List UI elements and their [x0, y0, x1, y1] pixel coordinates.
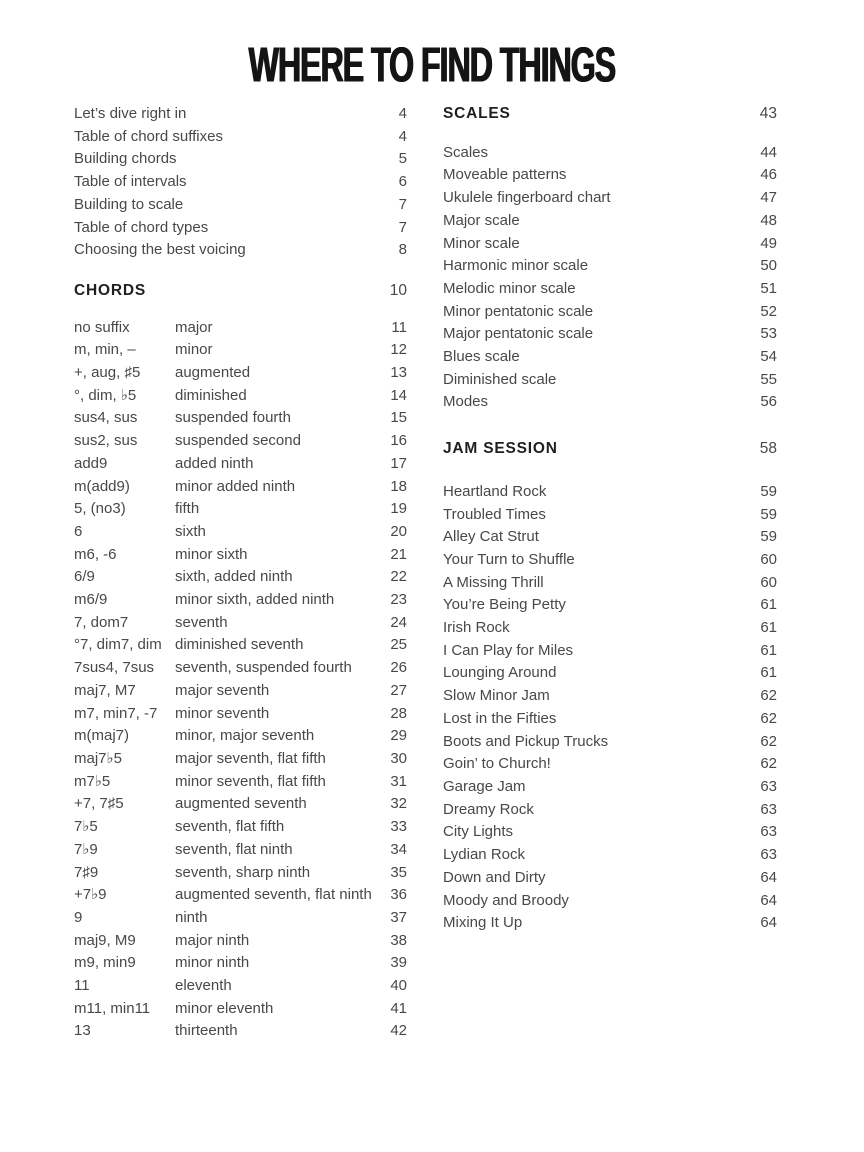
toc-entry-label: Lost in the Fifties — [443, 709, 557, 727]
chord-suffix: 7, dom7 — [74, 613, 129, 631]
chord-suffix: 7sus4, 7sus — [74, 659, 155, 677]
toc-entry-label: Major pentatonic scale — [443, 325, 594, 343]
chord-row — [74, 657, 407, 680]
chord-page: 30 — [390, 749, 407, 767]
chord-suffix: maj7♭5 — [74, 749, 122, 767]
toc-entry — [443, 662, 777, 685]
chord-suffix: add9 — [74, 454, 108, 472]
chord-name: fifth — [175, 500, 200, 518]
toc-entry-label: Building chords — [74, 150, 177, 168]
toc-entry — [443, 708, 777, 731]
chords-heading-page: 10 — [389, 281, 407, 299]
chord-page: 22 — [390, 568, 407, 586]
toc-entry — [443, 346, 777, 369]
chord-suffix: 6 — [74, 522, 83, 540]
chord-name: minor seventh, flat fifth — [175, 772, 326, 790]
chord-row — [74, 498, 407, 521]
chord-suffix: 7♭9 — [74, 840, 98, 858]
chord-page: 33 — [390, 818, 407, 836]
chords-section-heading — [74, 280, 407, 303]
chord-name: diminished seventh — [175, 636, 304, 654]
chord-suffix: m6/9 — [74, 591, 108, 609]
chord-page: 35 — [390, 863, 407, 881]
chord-name: ninth — [175, 908, 208, 926]
chord-page: 29 — [390, 727, 407, 745]
chord-row — [74, 816, 407, 839]
toc-entry — [74, 126, 407, 149]
page-title-text: WHERE TO FIND THINGS — [248, 36, 616, 92]
toc-entry-label: Moody and Broody — [443, 891, 569, 909]
chord-suffix: sus2, sus — [74, 432, 138, 450]
chord-row — [74, 476, 407, 499]
toc-entry — [443, 799, 777, 822]
chord-page: 34 — [390, 840, 407, 858]
toc-entry — [74, 148, 407, 171]
chord-page: 40 — [390, 977, 407, 995]
toc-entry-page: 8 — [398, 241, 407, 259]
chord-suffix: +7♭9 — [74, 886, 107, 904]
scales-heading-label: SCALES — [443, 105, 511, 122]
toc-entry — [443, 187, 777, 210]
jam-session-heading-label: JAM SESSION — [443, 440, 558, 458]
chord-name: diminished — [175, 386, 247, 404]
chord-suffix: m7, min7, -7 — [74, 704, 158, 722]
toc-entry — [74, 171, 407, 194]
chord-row — [74, 703, 407, 726]
chord-row — [74, 907, 407, 930]
toc-entry-page: 51 — [760, 279, 777, 297]
chord-row — [74, 793, 407, 816]
toc-entry-page: 52 — [760, 302, 777, 320]
toc-entry-label: Melodic minor scale — [443, 279, 576, 297]
chord-suffix: 6/9 — [74, 568, 95, 586]
toc-entry-page: 61 — [760, 596, 777, 614]
toc-entry-page: 5 — [398, 150, 407, 168]
chord-row — [74, 771, 407, 794]
chord-page: 25 — [390, 636, 407, 654]
chord-row — [74, 634, 407, 657]
chord-suffix-table — [74, 317, 407, 1044]
toc-entry — [443, 731, 777, 754]
toc-entry — [443, 278, 777, 301]
chord-name: minor sixth — [175, 545, 248, 563]
chord-name: minor seventh — [175, 704, 270, 722]
toc-entry-label: Goin’ to Church! — [443, 755, 551, 773]
toc-entry — [443, 753, 777, 776]
toc-entry-label: Let’s dive right in — [74, 105, 187, 122]
chord-name: sixth — [175, 522, 206, 540]
toc-entry-page: 44 — [760, 143, 777, 161]
toc-entry-label: Scales — [443, 143, 489, 161]
scales-list — [443, 142, 777, 414]
toc-entry-page: 53 — [760, 325, 777, 343]
chord-name: seventh, suspended fourth — [175, 659, 352, 677]
toc-entry-page: 62 — [760, 732, 777, 750]
chord-row — [74, 612, 407, 635]
toc-entry-page: 4 — [398, 127, 407, 145]
chord-row — [74, 339, 407, 362]
toc-entry-label: Heartland Rock — [443, 482, 547, 500]
chord-suffix: sus4, sus — [74, 409, 138, 427]
chord-name: major ninth — [175, 931, 250, 949]
toc-entry — [443, 504, 777, 527]
chord-suffix: 13 — [74, 1022, 91, 1040]
chord-row — [74, 952, 407, 975]
chord-row — [74, 453, 407, 476]
chord-page: 26 — [390, 659, 407, 677]
chord-name: major seventh, flat fifth — [175, 749, 326, 767]
chord-suffix: 9 — [74, 908, 83, 926]
toc-entry — [443, 844, 777, 867]
chord-name: major — [175, 318, 213, 336]
toc-entry-page: 6 — [398, 173, 407, 191]
toc-entry-label: Blues scale — [443, 348, 520, 366]
toc-entry-label: Slow Minor Jam — [443, 687, 550, 705]
toc-entry — [443, 549, 777, 572]
chord-suffix: maj9, M9 — [74, 931, 136, 949]
chord-row — [74, 362, 407, 385]
toc-entry — [443, 890, 777, 913]
toc-entry-page: 4 — [398, 105, 407, 122]
intro-list — [74, 103, 407, 262]
chord-suffix: maj7, M7 — [74, 681, 136, 699]
chord-page: 21 — [390, 545, 407, 563]
scales-section-heading — [443, 103, 777, 126]
toc-entry — [443, 233, 777, 256]
jam-session-list — [443, 481, 777, 935]
chord-suffix: m(add9) — [74, 477, 130, 495]
chord-page: 16 — [390, 432, 407, 450]
chord-name: seventh, flat fifth — [175, 818, 285, 836]
toc-entry — [443, 821, 777, 844]
chord-row — [74, 884, 407, 907]
chord-row — [74, 1020, 407, 1043]
chord-row — [74, 725, 407, 748]
toc-entry — [443, 776, 777, 799]
chord-name: major seventh — [175, 681, 270, 699]
toc-entry-label: Minor scale — [443, 234, 520, 252]
chord-suffix: °, dim, ♭5 — [74, 386, 137, 404]
chord-page: 11 — [391, 318, 407, 336]
chord-page: 41 — [390, 999, 407, 1017]
toc-entry-label: Boots and Pickup Trucks — [443, 732, 609, 750]
toc-entry-label: Minor pentatonic scale — [443, 302, 594, 320]
chord-suffix: m9, min9 — [74, 954, 136, 972]
chord-page: 27 — [390, 681, 407, 699]
chord-page: 19 — [390, 500, 407, 518]
toc-entry-label: Troubled Times — [443, 505, 546, 523]
toc-entry — [74, 239, 407, 262]
chord-row — [74, 317, 407, 340]
toc-entry-page: 64 — [760, 891, 777, 909]
toc-entry-page: 62 — [760, 755, 777, 773]
toc-entry — [74, 217, 407, 240]
chord-name: seventh — [175, 613, 228, 631]
toc-entry-page: 55 — [760, 370, 777, 388]
toc-entry-page: 50 — [760, 257, 777, 275]
chord-name: augmented seventh, flat ninth — [175, 886, 372, 904]
chord-name: seventh, flat ninth — [175, 840, 293, 858]
chord-name: minor, major seventh — [175, 727, 315, 745]
chord-suffix: 11 — [74, 977, 90, 995]
toc-entry — [443, 572, 777, 595]
toc-entry-label: Harmonic minor scale — [443, 257, 589, 275]
toc-entry-label: You’re Being Petty — [443, 596, 566, 614]
chord-row — [74, 930, 407, 953]
chord-row — [74, 862, 407, 885]
chord-row — [74, 748, 407, 771]
toc-entry-page: 54 — [760, 348, 777, 366]
chord-name: thirteenth — [175, 1022, 238, 1040]
toc-entry-label: Moveable patterns — [443, 166, 567, 184]
toc-entry-label: Modes — [443, 393, 489, 411]
toc-entry-label: Lounging Around — [443, 664, 557, 682]
toc-entry-label: Table of chord suffixes — [74, 127, 223, 145]
toc-entry-page: 63 — [760, 800, 777, 818]
chord-row — [74, 998, 407, 1021]
toc-entry-label: Ukulele fingerboard chart — [443, 189, 611, 207]
chord-name: minor added ninth — [175, 477, 296, 495]
toc-entry-page: 64 — [760, 868, 777, 886]
chord-suffix: m6, -6 — [74, 545, 117, 563]
scales-heading-page: 43 — [759, 105, 777, 122]
chord-suffix: m(maj7) — [74, 727, 129, 745]
page-title — [0, 36, 864, 92]
toc-entry-page: 7 — [398, 195, 407, 213]
toc-entry — [443, 481, 777, 504]
toc-entry — [443, 912, 777, 935]
toc-entry — [74, 103, 407, 126]
chord-row — [74, 385, 407, 408]
chord-suffix: °7, dim7, dim — [74, 636, 162, 654]
chord-name: minor eleventh — [175, 999, 274, 1017]
chord-page: 17 — [390, 454, 407, 472]
toc-entry-label: Diminished scale — [443, 370, 557, 388]
left-column — [74, 103, 407, 1043]
chord-page: 23 — [390, 591, 407, 609]
toc-entry — [443, 142, 777, 165]
chord-page: 13 — [390, 364, 407, 382]
chord-suffix: 7♭5 — [74, 818, 98, 836]
chord-name: suspended fourth — [175, 409, 291, 427]
toc-entry — [443, 301, 777, 324]
toc-entry — [443, 210, 777, 233]
chord-name: seventh, sharp ninth — [175, 863, 311, 881]
toc-entry — [443, 594, 777, 617]
chord-suffix: +7, 7♯5 — [74, 795, 124, 813]
chord-page: 28 — [390, 704, 407, 722]
chord-page: 32 — [390, 795, 407, 813]
chord-row — [74, 544, 407, 567]
jam-session-section-heading — [443, 438, 777, 461]
toc-entry-page: 61 — [760, 664, 777, 682]
chord-row — [74, 589, 407, 612]
chord-suffix: +, aug, ♯5 — [74, 364, 141, 382]
toc-entry-label: A Missing Thrill — [443, 573, 544, 591]
toc-entry-page: 60 — [760, 550, 777, 568]
toc-entry-page: 47 — [760, 189, 777, 207]
chord-row — [74, 566, 407, 589]
chord-page: 42 — [390, 1022, 407, 1040]
chord-page: 24 — [390, 613, 407, 631]
toc-entry-page: 63 — [760, 823, 777, 841]
chord-name: minor sixth, added ninth — [175, 591, 335, 609]
jam-session-heading-page: 58 — [759, 440, 777, 458]
toc-entry-label: Garage Jam — [443, 777, 526, 795]
toc-entry-label: Table of chord types — [74, 218, 209, 236]
toc-entry-label: Building to scale — [74, 195, 184, 213]
toc-entry — [443, 867, 777, 890]
toc-entry-page: 59 — [760, 505, 777, 523]
toc-entry-label: Irish Rock — [443, 619, 510, 637]
chord-page: 18 — [390, 477, 407, 495]
right-column — [443, 103, 777, 935]
toc-entry-page: 48 — [760, 211, 777, 229]
chord-name: eleventh — [175, 977, 232, 995]
toc-entry-page: 60 — [760, 573, 777, 591]
toc-entry-page: 46 — [760, 166, 777, 184]
chord-page: 38 — [390, 931, 407, 949]
chords-heading-label: CHORDS — [74, 281, 146, 299]
toc-entry — [443, 323, 777, 346]
toc-entry-page: 63 — [760, 846, 777, 864]
chord-page: 20 — [390, 522, 407, 540]
chord-name: sixth, added ninth — [175, 568, 293, 586]
chord-row — [74, 680, 407, 703]
chord-page: 37 — [390, 908, 407, 926]
chord-row — [74, 975, 407, 998]
toc-entry-label: Mixing It Up — [443, 914, 523, 932]
toc-entry — [74, 194, 407, 217]
toc-entry-page: 59 — [760, 528, 777, 546]
toc-entry-page: 59 — [760, 482, 777, 500]
toc-entry-label: Table of intervals — [74, 173, 187, 191]
toc-entry — [443, 526, 777, 549]
toc-entry-label: Dreamy Rock — [443, 800, 534, 818]
chord-row — [74, 839, 407, 862]
chord-suffix: m7♭5 — [74, 772, 111, 790]
toc-entry — [443, 685, 777, 708]
chord-suffix: 7♯9 — [74, 863, 99, 881]
chord-name: augmented — [175, 364, 251, 382]
chord-name: minor ninth — [175, 954, 250, 972]
toc-entry-page: 63 — [760, 777, 777, 795]
chord-name: added ninth — [175, 454, 254, 472]
toc-entry-label: Choosing the best voicing — [74, 241, 246, 259]
chord-row — [74, 407, 407, 430]
toc-entry-label: I Can Play for Miles — [443, 641, 574, 659]
chord-row — [74, 430, 407, 453]
toc-entry — [443, 369, 777, 392]
chord-page: 15 — [390, 409, 407, 427]
toc-entry-page: 7 — [398, 218, 407, 236]
toc-entry-label: City Lights — [443, 823, 514, 841]
toc-entry-label: Your Turn to Shuffle — [443, 550, 575, 568]
toc-entry — [443, 617, 777, 640]
toc-entry-label: Alley Cat Strut — [443, 528, 539, 546]
toc-entry — [443, 164, 777, 187]
toc-entry-page: 62 — [760, 687, 777, 705]
chord-suffix: no suffix — [74, 318, 130, 336]
chord-page: 36 — [390, 886, 407, 904]
chord-page: 31 — [390, 772, 407, 790]
chord-page: 14 — [390, 386, 407, 404]
chord-suffix: m, min, – — [74, 341, 136, 359]
toc-entry-page: 61 — [760, 619, 777, 637]
toc-entry-label: Major scale — [443, 211, 520, 229]
toc-entry-page: 49 — [760, 234, 777, 252]
chord-suffix: m11, min11 — [74, 999, 151, 1017]
toc-entry-page: 62 — [760, 709, 777, 727]
toc-entry-label: Down and Dirty — [443, 868, 546, 886]
chord-row — [74, 521, 407, 544]
toc-entry — [443, 255, 777, 278]
chord-page: 12 — [390, 341, 407, 359]
toc-entry-page: 61 — [760, 641, 777, 659]
chord-page: 39 — [390, 954, 407, 972]
toc-entry-page: 64 — [760, 914, 777, 932]
toc-entry-label: Lydian Rock — [443, 846, 525, 864]
chord-name: augmented seventh — [175, 795, 307, 813]
chord-suffix: 5, (no3) — [74, 500, 126, 518]
chord-name: suspended second — [175, 432, 301, 450]
chord-name: minor — [175, 341, 213, 359]
toc-entry-page: 56 — [760, 393, 777, 411]
toc-entry — [443, 391, 777, 414]
toc-entry — [443, 640, 777, 663]
